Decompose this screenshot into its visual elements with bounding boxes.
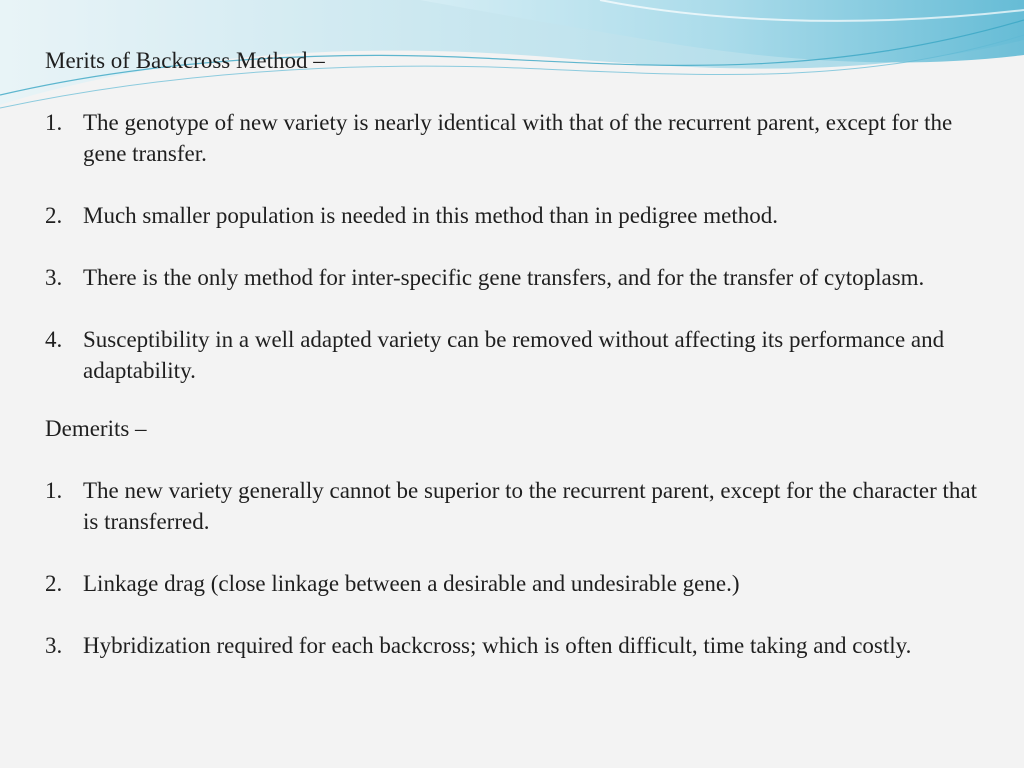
list-item-number: 1.	[45, 110, 63, 135]
list-item-text: There is the only method for inter-specific gene transfers, and for the transfer of cytoplasm.	[83, 265, 925, 290]
merits-heading: Merits of Backcross Method –	[45, 48, 325, 73]
list-item	[45, 630, 995, 661]
list-item-text: The new variety generally cannot be superior to the recurrent parent, except for the character that is transferred.	[83, 478, 978, 534]
list-item-text: Linkage drag (close linkage between a desirable and undesirable gene.)	[83, 571, 740, 596]
list-item-text: Susceptibility in a well adapted variety can be removed without affecting its performance and adaptability.	[83, 327, 945, 383]
list-item-number: 2.	[45, 571, 63, 596]
list-item-text: The genotype of new variety is nearly identical with that of the recurrent parent, except for the gene transfer.	[83, 110, 953, 166]
merits-list	[45, 107, 995, 386]
list-item-number: 4.	[45, 327, 63, 352]
list-item	[45, 324, 995, 386]
list-item	[45, 568, 995, 599]
slide-body	[45, 46, 995, 661]
list-item	[45, 262, 995, 293]
list-item-text: Much smaller population is needed in this method than in pedigree method.	[83, 203, 778, 228]
demerits-heading: Demerits –	[45, 416, 147, 441]
list-item	[45, 475, 995, 537]
list-item-number: 2.	[45, 203, 63, 228]
demerits-list	[45, 475, 995, 661]
list-item-number: 1.	[45, 478, 63, 503]
list-item-number: 3.	[45, 633, 63, 658]
list-item	[45, 107, 995, 169]
list-item-text: Hybridization required for each backcross; which is often difficult, time taking and costly.	[83, 633, 912, 658]
list-item	[45, 200, 995, 231]
list-item-number: 3.	[45, 265, 63, 290]
